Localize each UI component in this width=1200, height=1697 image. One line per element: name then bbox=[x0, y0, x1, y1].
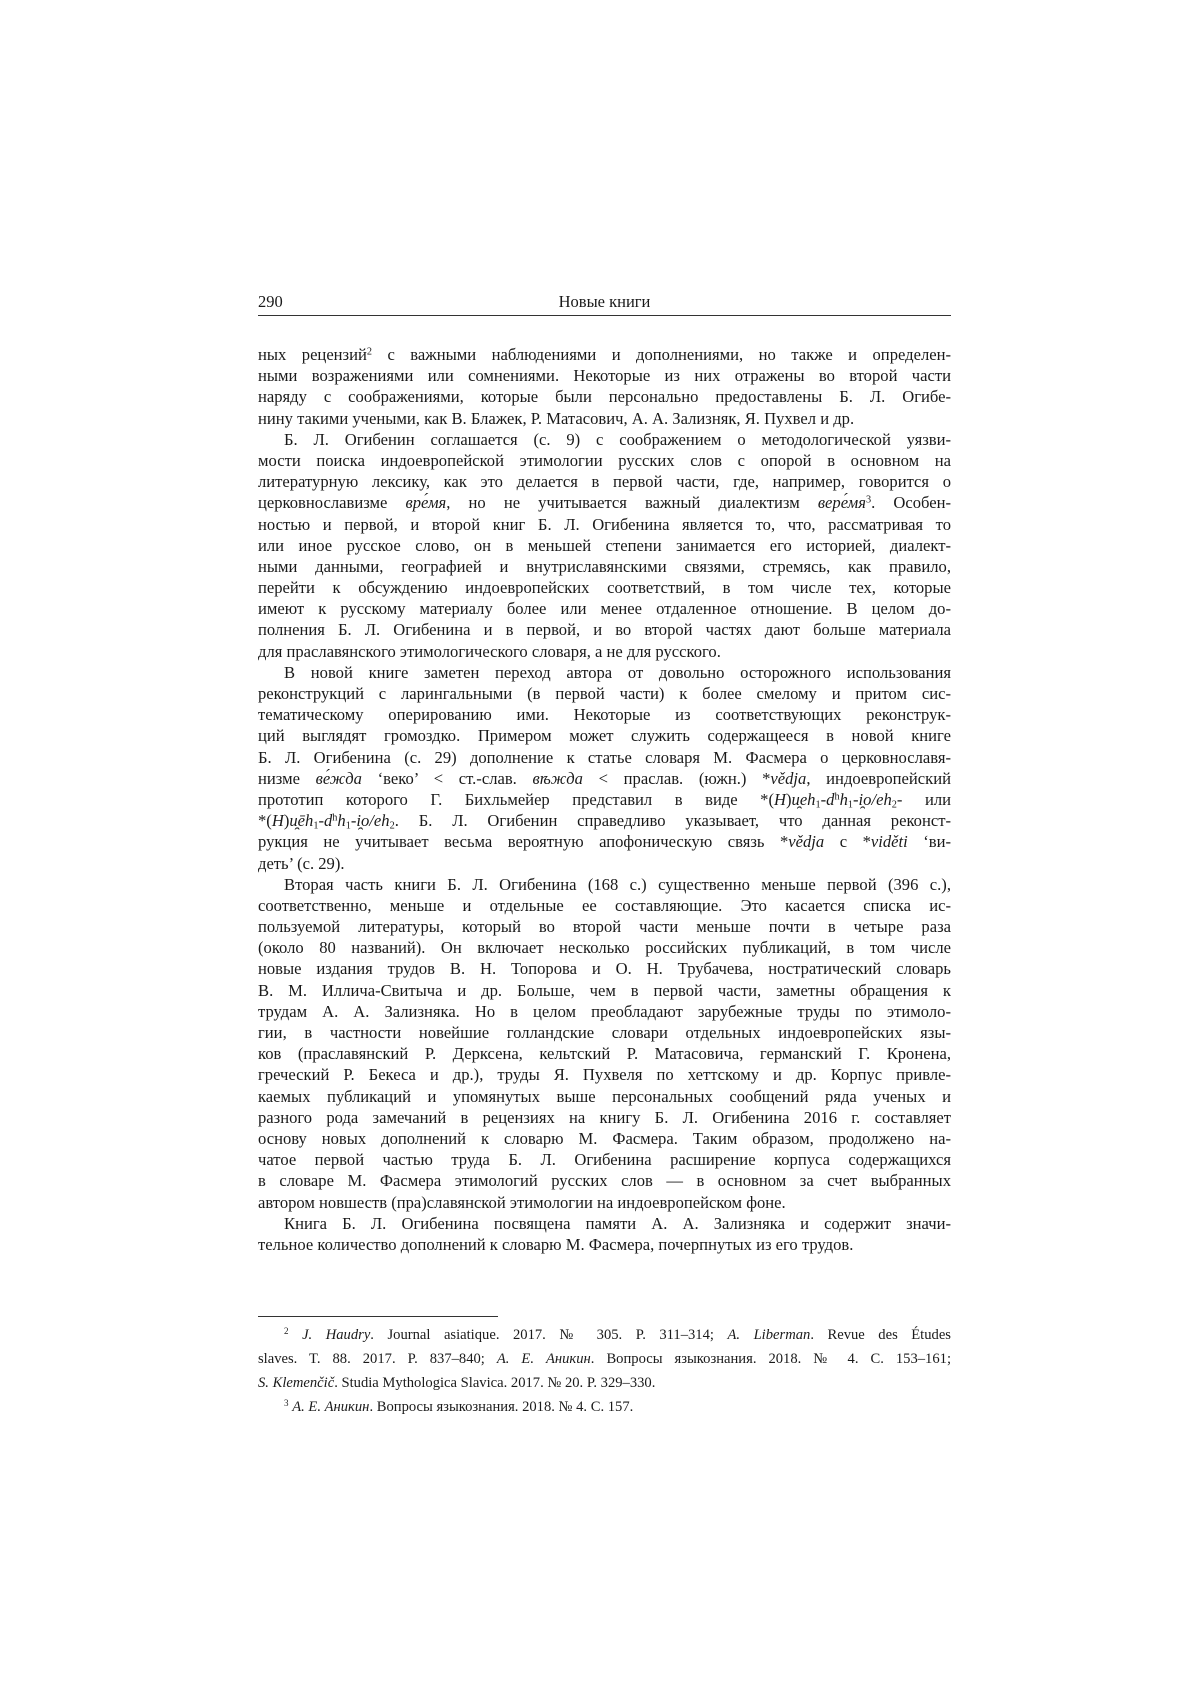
italic-text: вере́мя bbox=[817, 493, 866, 513]
page-number: 290 bbox=[258, 292, 283, 311]
italic-text: -i̯o/eh bbox=[350, 811, 390, 831]
text-run: автором новшеств (пра)славянской этимологии на индоевропейском фоне. bbox=[258, 1192, 786, 1212]
paragraph-line bbox=[258, 598, 951, 619]
paragraph-line bbox=[258, 1234, 951, 1255]
paragraph-line bbox=[258, 1064, 951, 1085]
text-run: ) bbox=[283, 811, 290, 831]
italic-text: ве́жда bbox=[315, 768, 362, 788]
text-run: ными данными, географией и внутриславянскими связями, стремясь, как правило, bbox=[258, 556, 951, 576]
paragraph-line bbox=[258, 641, 951, 662]
text-run: наряду с соображениями, которые были персонально предоставлены Б. Л. Огибе- bbox=[258, 387, 951, 407]
text-run: тематическому оперированию ими. Некоторые из соответствующих реконструк- bbox=[258, 705, 951, 725]
italic-text: u̯ēh bbox=[289, 811, 314, 831]
text-run: ков (праславянский Р. Дерксена, кельтский Р. Матасовича, германский Г. Кронена, bbox=[258, 1044, 951, 1064]
text-run: новые издания трудов В. Н. Топорова и О. Н. Трубачева, ностратический словарь bbox=[258, 959, 951, 979]
text-run: В. М. Иллича-Свитыча и др. Больше, чем в первой части, заметны обращения к bbox=[258, 980, 951, 1000]
text-run: (около 80 названий). Он включает несколько российских публикаций, в том числе bbox=[258, 938, 951, 958]
superscript: h bbox=[332, 812, 338, 824]
text-run: ций выглядят громоздко. Примером может служить содержащееся в новой книге bbox=[258, 726, 951, 746]
superscript: 3 bbox=[865, 494, 872, 506]
text-run: . Особен- bbox=[871, 493, 952, 513]
paragraph-line bbox=[258, 514, 951, 535]
text-run: ными возражениями или сомнениями. Некоторые из них отражены во второй части bbox=[258, 366, 951, 386]
paragraph-line bbox=[258, 725, 951, 746]
paragraph-line bbox=[258, 492, 951, 513]
running-title: Новые книги bbox=[558, 292, 651, 311]
header-rule bbox=[258, 315, 951, 316]
italic-text: вѣжда bbox=[532, 768, 583, 788]
text-run: полнения Б. Л. Огибенина и в первой, и во второй частях дают больше материала bbox=[258, 620, 951, 640]
paragraph-line bbox=[258, 1170, 951, 1191]
subscript: 1 bbox=[345, 820, 351, 832]
italic-text: h bbox=[337, 811, 346, 831]
italic-text: u̯eh bbox=[791, 789, 816, 809]
text-run: В новой книге заметен переход автора от довольно осторожного использования bbox=[284, 662, 951, 682]
text-run: ‘ви- bbox=[907, 832, 951, 852]
italic-text: вре́мя bbox=[405, 493, 447, 513]
text-run: каемых публикаций и упомянутых выше персональных сообщений ряда ученых и bbox=[258, 1086, 951, 1106]
text-run: ) bbox=[785, 789, 792, 809]
superscript: 2 bbox=[284, 1326, 289, 1337]
paragraph-line bbox=[258, 704, 951, 725]
text-run: пользуемой литературы, который во второй части меньше почти в четыре раза bbox=[258, 917, 951, 937]
text-run: Вторая часть книги Б. Л. Огибенина (168 с.) существенно меньше первой (396 с.), bbox=[284, 874, 951, 894]
text-run: . Studia Mythologica Slavica. 2017. № 20. P. 329–330. bbox=[334, 1375, 656, 1391]
text-run: прототип которого Г. Бихльмейер представил в виде *( bbox=[258, 789, 774, 809]
italic-text: h bbox=[839, 789, 848, 809]
text-run: низме bbox=[258, 768, 316, 788]
text-run: Б. Л. Огибенина (с. 29) дополнение к статье словаря М. Фасмера о церковнославя- bbox=[258, 747, 951, 767]
paragraph-line bbox=[258, 768, 951, 789]
footnote-line bbox=[258, 1347, 951, 1371]
paragraph-line bbox=[258, 1086, 951, 1107]
text-run: разного рода замечаний в рецензиях на книгу Б. Л. Огибенина 2016 г. составляет bbox=[258, 1107, 951, 1127]
paragraph-line bbox=[258, 408, 951, 429]
paragraph-line bbox=[258, 916, 951, 937]
subscript: 2 bbox=[891, 799, 897, 811]
paragraph-line bbox=[258, 1213, 951, 1234]
paragraph-line bbox=[258, 831, 951, 852]
text-run: - или bbox=[896, 789, 951, 809]
subscript: 1 bbox=[847, 799, 854, 811]
subscript: 1 bbox=[815, 799, 821, 811]
text-run: slaves. T. 88. 2017. P. 837–840; bbox=[258, 1351, 497, 1367]
text-run: реконструкций с ларингальными (в первой части) к более смелому и притом сис- bbox=[258, 684, 951, 703]
paragraph-line bbox=[258, 471, 951, 492]
text-run: тельное количество дополнений к словарю М. Фасмера, почерпнутых из его трудов. bbox=[258, 1234, 854, 1254]
text-run: с важными наблюдениями и дополнениями, но также и определен- bbox=[372, 345, 951, 364]
text-run: ностью и первой, и второй книг Б. Л. Огибенина является то, что, рассматривая то bbox=[258, 514, 951, 534]
italic-text: vědja bbox=[770, 768, 807, 788]
text-run: . Вопросы языкознания. 2018. № 4. С. 153–161; bbox=[590, 1351, 952, 1367]
paragraph-line bbox=[258, 662, 951, 683]
paragraph-line bbox=[258, 789, 951, 810]
text-run: литературную лексику, как это делается в первой части, где, например, говорится о bbox=[258, 472, 951, 492]
italic-text: А. Е. Аникин bbox=[496, 1351, 591, 1367]
paragraph-line bbox=[258, 1149, 951, 1170]
text-run: перейти к обсуждению индоевропейских соответствий, в том числе тех, которые bbox=[258, 578, 951, 598]
text-run: деть’ (с. 29). bbox=[258, 853, 345, 873]
paragraph-line bbox=[258, 365, 951, 386]
running-header bbox=[258, 291, 951, 313]
paragraph-line bbox=[258, 895, 951, 916]
paragraph-line bbox=[258, 1043, 951, 1064]
text-run: ных рецензий bbox=[258, 345, 367, 364]
text-run: основу новых дополнений к словарю М. Фасмера. Таким образом, продолжено на- bbox=[258, 1128, 951, 1148]
footnote-line bbox=[258, 1371, 951, 1395]
paragraph-line bbox=[258, 556, 951, 577]
text-run: или иное русское слово, он в меньшей степени занимается его историей, диалект- bbox=[258, 535, 951, 555]
italic-text: -d bbox=[318, 811, 333, 831]
text-run: Б. Л. Огибенин соглашается (с. 9) с соображением о методологической уязви- bbox=[284, 429, 951, 449]
italic-text: H bbox=[271, 811, 284, 831]
text-run: *( bbox=[258, 811, 272, 831]
italic-text: viděti bbox=[870, 832, 908, 852]
paragraph-line bbox=[258, 1192, 951, 1213]
text-run: для праславянского этимологического словаря, а не для русского. bbox=[258, 641, 721, 661]
text-run: Книга Б. Л. Огибенина посвящена памяти А. А. Зализняка и содержит значи- bbox=[284, 1213, 951, 1233]
paragraph-line bbox=[258, 1128, 951, 1149]
footnotes bbox=[258, 1323, 951, 1419]
paragraph-line bbox=[258, 958, 951, 979]
text-run: гии, в частности новейшие голландские словари отдельных индоевропейских язы- bbox=[258, 1023, 951, 1042]
paragraph-line bbox=[258, 577, 951, 598]
paragraph-line bbox=[258, 874, 951, 895]
paragraph-line bbox=[258, 747, 951, 768]
text-run: < праслав. (южн.) * bbox=[582, 768, 771, 788]
text-run: греческий Р. Бекеса и др.), труды Я. Пухвеля по хеттскому и др. Корпус привле- bbox=[258, 1065, 951, 1085]
text-run bbox=[289, 1327, 303, 1343]
text-run: , но не учитывается важный диалектизм bbox=[446, 493, 818, 513]
text-run: мости поиска индоевропейской этимологии русских слов с опорой в основном на bbox=[258, 450, 951, 470]
paragraph-line bbox=[258, 1107, 951, 1128]
text-run: соответственно, меньше и отдельные ее составляющие. Это касается списка ис- bbox=[258, 895, 951, 915]
italic-text: -i̯o/eh bbox=[853, 789, 892, 809]
paragraph-line bbox=[258, 535, 951, 556]
italic-text: J. Haudry bbox=[302, 1327, 371, 1343]
italic-text: A. Liberman bbox=[727, 1327, 811, 1343]
paragraph-line bbox=[258, 386, 951, 407]
text-run: трудам А. А. Зализняка. Но в целом преобладают зарубежные труды по этимоло- bbox=[258, 1001, 951, 1021]
paragraph-line bbox=[258, 619, 951, 640]
superscript: 3 bbox=[284, 1398, 289, 1409]
paragraph-line bbox=[258, 810, 951, 831]
footnote-separator bbox=[258, 1316, 498, 1317]
superscript: h bbox=[834, 791, 840, 803]
text-run: с * bbox=[824, 832, 871, 852]
text-run: . Revue des Études bbox=[810, 1327, 951, 1343]
text-run: в словаре М. Фасмера этимологий русских слов — в основном за счет выбранных bbox=[258, 1171, 951, 1191]
text-run: имеют к русскому материалу более или менее отдаленное отношение. В целом до- bbox=[258, 599, 951, 619]
italic-text: -d bbox=[820, 789, 835, 809]
subscript: 1 bbox=[313, 820, 319, 832]
text-run: ‘веко’ < ст.-слав. bbox=[361, 768, 533, 788]
footnote-line bbox=[258, 1323, 951, 1347]
paragraph-line bbox=[258, 429, 951, 450]
text-run: чатое первой частью труда Б. Л. Огибенина расширение корпуса содержащихся bbox=[258, 1150, 951, 1170]
text-run: . Journal asiatique. 2017. № 305. P. 311–314; bbox=[370, 1327, 728, 1343]
italic-text: S. Klemenčič bbox=[258, 1375, 335, 1391]
body-text bbox=[258, 344, 951, 1255]
text-run: , индоевропейский bbox=[806, 768, 951, 788]
paragraph-line bbox=[258, 683, 951, 704]
superscript: 2 bbox=[366, 346, 373, 358]
italic-text: А. Е. Аникин bbox=[292, 1399, 370, 1415]
text-run: нину такими учеными, как В. Блажек, Р. Матасович, А. А. Зализняк, Я. Пухвел и др. bbox=[258, 408, 855, 428]
paragraph-line bbox=[258, 980, 951, 1001]
paragraph-line bbox=[258, 344, 951, 365]
paragraph-line bbox=[258, 853, 951, 874]
paragraph-line bbox=[258, 450, 951, 471]
text-run: рукция не учитывает весьма вероятную апофоническую связь * bbox=[258, 832, 789, 852]
paragraph-line bbox=[258, 1001, 951, 1022]
text-run: . Б. Л. Огибенин справедливо указывает, что данная реконст- bbox=[394, 811, 951, 831]
text-run: церковнославизме bbox=[258, 493, 406, 513]
paragraph-line bbox=[258, 1022, 951, 1043]
text-run: . Вопросы языкознания. 2018. № 4. С. 157. bbox=[369, 1399, 634, 1415]
subscript: 2 bbox=[389, 820, 395, 832]
paragraph-line bbox=[258, 937, 951, 958]
italic-text: vědja bbox=[788, 832, 825, 852]
footnote-line bbox=[258, 1395, 951, 1419]
italic-text: H bbox=[774, 789, 786, 809]
